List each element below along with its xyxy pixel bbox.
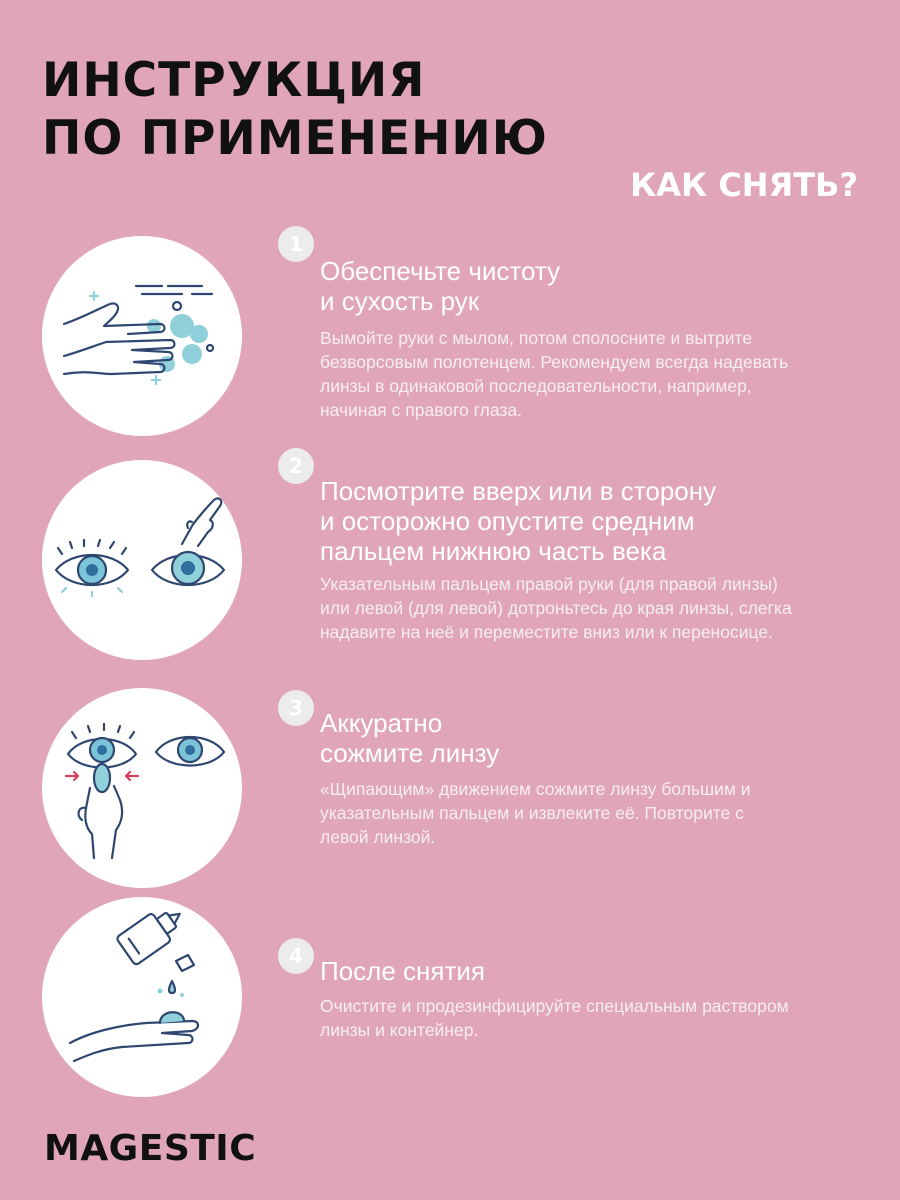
step-4-illustration bbox=[42, 897, 242, 1097]
step-1-illustration bbox=[42, 236, 242, 436]
hand-washing-icon bbox=[42, 236, 242, 436]
step-2-number-badge: 2 bbox=[278, 448, 314, 484]
step-3-text: «Щипающим» движением сожмите линзу большим и указательным пальцем и извлеките её. Повторите с левой линзой. bbox=[320, 779, 751, 847]
solution-bottle-icon bbox=[42, 897, 242, 1097]
step-3-illustration bbox=[42, 688, 242, 888]
eye-finger-icon bbox=[42, 460, 242, 660]
step-2-text: Указательным пальцем правой руки (для правой линзы) или левой (для левой) дотроньтесь до края линзы, слегка надавите на неё и переместите вниз или к переносице. bbox=[320, 574, 792, 642]
page-title: ИНСТРУКЦИЯ ПО ПРИМЕНЕНИЮ bbox=[42, 53, 548, 166]
step-4-title: После снятия bbox=[320, 956, 485, 986]
step-4-number-badge: 4 bbox=[278, 938, 314, 974]
step-1-title: Обеспечьте чистоту и сухость рук bbox=[320, 256, 561, 316]
step-2-illustration bbox=[42, 460, 242, 660]
step-3-number-badge: 3 bbox=[278, 690, 314, 726]
pinch-lens-icon bbox=[42, 688, 242, 888]
step-1-number-badge: 1 bbox=[278, 226, 314, 262]
page-subtitle: КАК СНЯТЬ? bbox=[630, 166, 858, 204]
step-2-title: Посмотрите вверх или в сторону и осторожно опустите средним пальцем нижнюю часть века bbox=[320, 476, 717, 566]
step-3-title: Аккуратно сожмите линзу bbox=[320, 708, 500, 768]
brand-logo: MAGESTIC bbox=[44, 1128, 257, 1169]
step-4-text: Очистите и продезинфицируйте специальным раствором линзы и контейнер. bbox=[320, 996, 789, 1040]
step-1-text: Вымойте руки с мылом, потом сполосните и вытрите безворсовым полотенцем. Рекомендуем всегда надевать линзы в одинаковой последовательности, например, начиная с правого глаза. bbox=[320, 328, 789, 420]
